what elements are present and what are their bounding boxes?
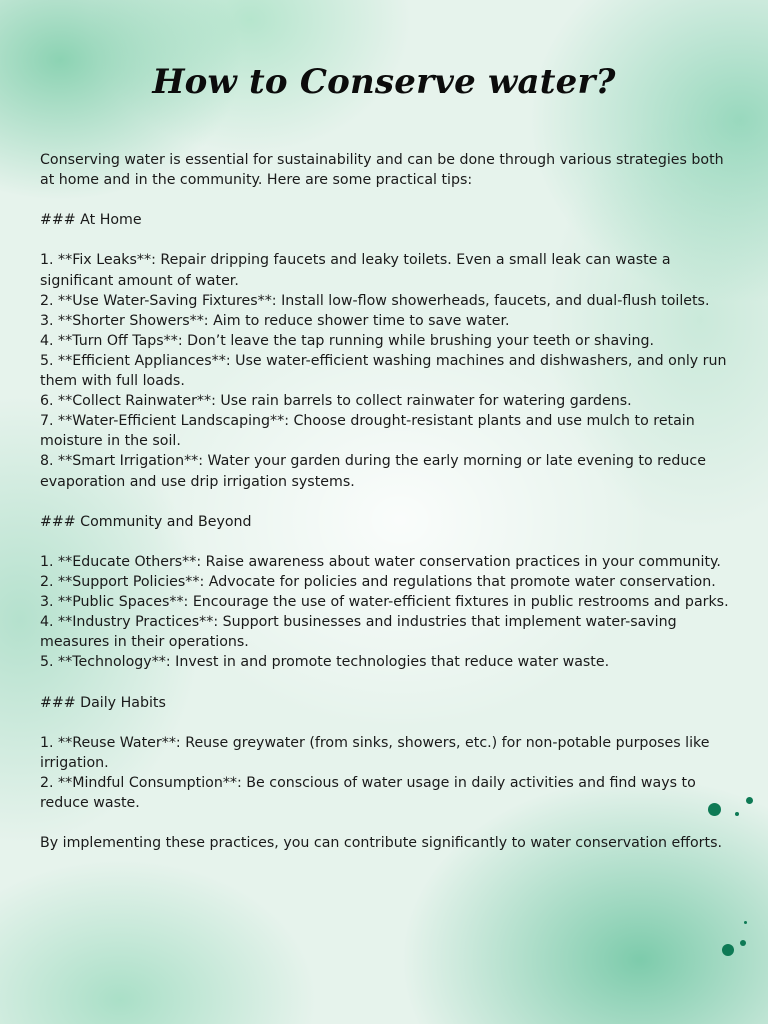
list-item: 3. **Shorter Showers**: Aim to reduce shower time to save water. [40, 312, 510, 329]
list-item: 5. **Efficient Appliances**: Use water-efficient washing machines and dishwashers, and only run them with full loads. [40, 352, 727, 390]
list-item: 1. **Educate Others**: Raise awareness about water conservation practices in your community. [40, 553, 721, 570]
list-item: 2. **Support Policies**: Advocate for policies and regulations that promote water conservation. [40, 573, 716, 590]
conclusion-paragraph: By implementing these practices, you can contribute significantly to water conservation efforts. [40, 835, 722, 852]
tips-list [40, 552, 730, 673]
list-item: 2. **Mindful Consumption**: Be conscious of water usage in daily activities and find ways to reduce waste. [40, 774, 696, 811]
page-title: How to Conserve water? [152, 62, 616, 102]
list-item: 5. **Technology**: Invest in and promote technologies that reduce water waste. [40, 654, 610, 671]
list-item: 3. **Public Spaces**: Encourage the use of water-efficient fixtures in public restrooms and parks. [40, 594, 729, 611]
section-heading: ### Community and Beyond [40, 513, 252, 530]
list-item: 8. **Smart Irrigation**: Water your garden during the early morning or late evening to reduce evaporation and use drip irrigation systems. [40, 453, 706, 490]
paint-splatter [735, 812, 739, 816]
list-item: 1. **Reuse Water**: Reuse greywater (from sinks, showers, etc.) for non-potable purposes like irrigation. [40, 734, 710, 771]
list-item: 4. **Turn Off Taps**: Don’t leave the tap running while brushing your teeth or shaving. [40, 332, 654, 349]
list-item: 1. **Fix Leaks**: Repair dripping faucets and leaky toilets. Even a small leak can waste a significant amount of water. [40, 252, 671, 289]
paint-splatter [740, 940, 746, 946]
list-item: 6. **Collect Rainwater**: Use rain barrels to collect rainwater for watering gardens. [40, 393, 632, 410]
list-item: 2. **Use Water-Saving Fixtures**: Install low-flow showerheads, faucets, and dual-flush toilets. [40, 292, 710, 309]
intro-paragraph: Conserving water is essential for sustainability and can be done through various strategies both at home and in the community. Here are some practical tips: [40, 152, 724, 189]
list-item: 7. **Water-Efficient Landscaping**: Choose drought-resistant plants and use mulch to retain moisture in the soil. [40, 413, 695, 450]
paint-splatter [722, 944, 734, 956]
tips-list [40, 250, 730, 491]
paint-splatter [746, 797, 753, 804]
list-item: 4. **Industry Practices**: Support businesses and industries that implement water-saving measures in their operations. [40, 614, 677, 651]
section-heading: ### At Home [40, 212, 142, 229]
paint-splatter [744, 921, 747, 924]
section-heading: ### Daily Habits [40, 694, 166, 711]
tips-list [40, 733, 730, 813]
article-body [40, 150, 730, 853]
